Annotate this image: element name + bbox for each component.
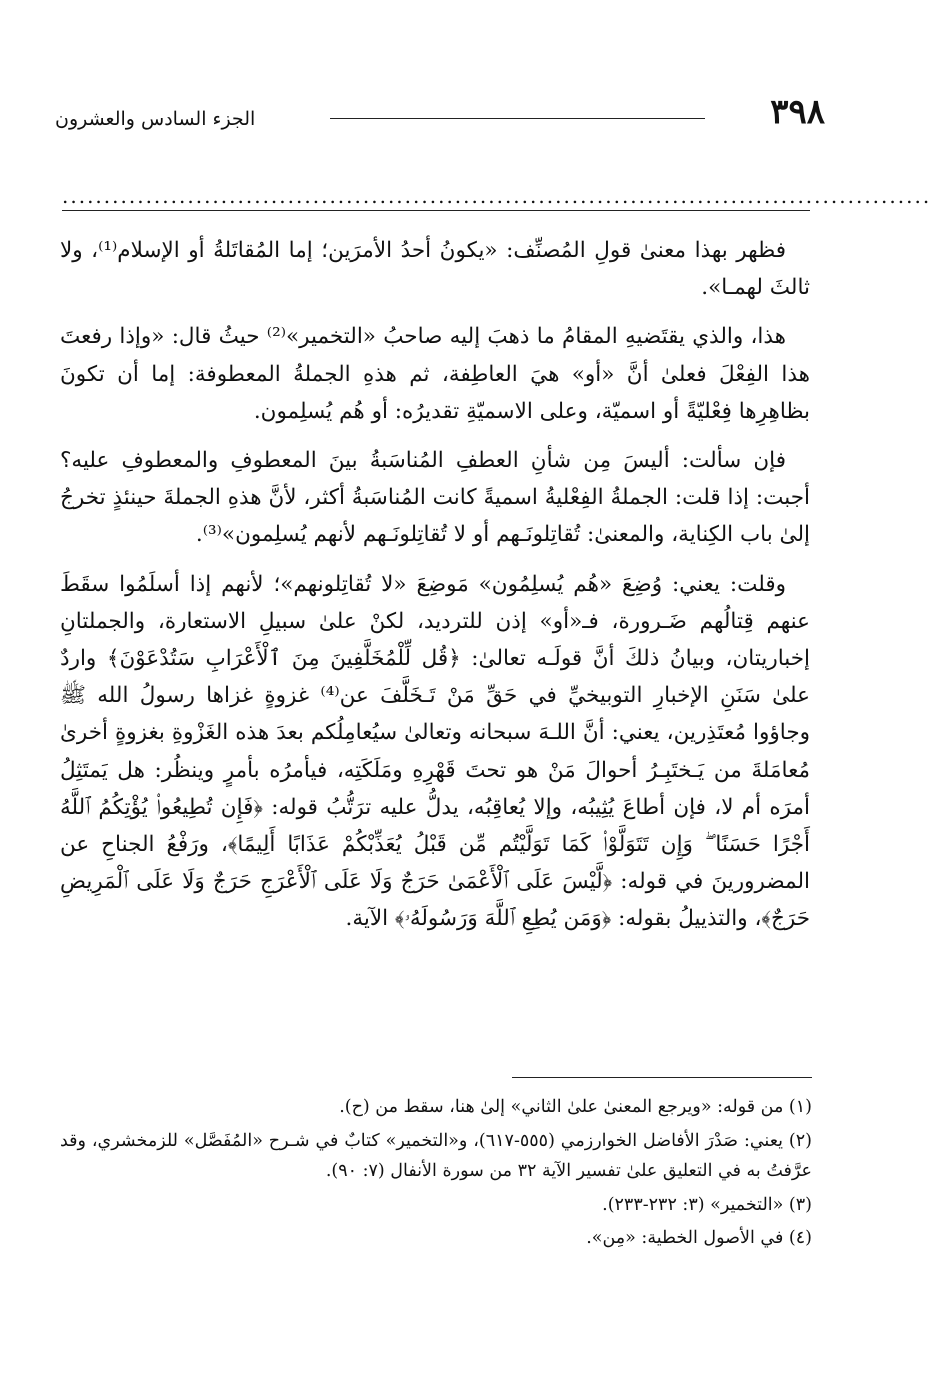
header-rule: [330, 118, 705, 119]
paragraph: وقلت: يعني: وُضِعَ «هُم يُسلِمُون» مَوضِعَ «لا تُقاتِلونهم»؛ لأنهم إذا أسلَمُوا سقَطَ عنهم قِتالُهم ضَـرورة، فـ«أو» إذن للترديد، لكنْ علىٰ سبيلِ الاستعارة، والجملتانِ إخباريتان، وبيانُ ذلكَ أنَّ قولَـه تعالىٰ: ﴿قُل لِّلْمُخَلَّفِينَ مِنَ ٱلْأَعْرَابِ سَتُدْعَوْنَ﴾ واردٌ علىٰ سَنَنِ الإخبارِ التوبيخيِّ في حَقِّ مَنْ تَـخَلَّفَ عن⁽⁴⁾ غزوةٍ غزاها رسولُ الله ﷺ وجاؤوا مُعتَذِرين، يعني: أنَّ اللـهَ سبحانه وتعالىٰ سيُعامِلُكم بعدَ هذه الغَزْوةِ بغزوةٍ أخرىٰ مُعامَلةَ من يَـختَبِـرُ أحوالَ مَنْ هو تحتَ قَهْرِهِ ومَلَكَتِه، فيأمرُه بأمرٍ وينظُر: هل يَمتَثِلُ أمرَه أم لا، فإن أطاعَ يُثِيبُه، وإلا يُعاقِبُه، يدلُّ عليه ترَتُّبُ قوله: ﴿فَإِن تُطِيعُوا۟ يُؤْتِكُمُ ٱللَّهُ أَجْرًا حَسَنًا ۖ وَإِن تَتَوَلَّوْا۟ كَمَا تَوَلَّيْتُم مِّن قَبْلُ يُعَذِّبْكُمْ عَذَابًا أَلِيمًا﴾، ورَفْعُ الجناحِ عن المضرورينَ في قوله: ﴿لَّيْسَ عَلَى ٱلْأَعْمَىٰ حَرَجٌ وَلَا عَلَى ٱلْأَعْرَجِ حَرَجٌ وَلَا عَلَى ٱلْمَرِيضِ حَرَجٌ﴾، والتذييلُ بقوله: ﴿وَمَن يُطِعِ ٱللَّهَ وَرَسُولَهُۥ﴾ الآية.: [60, 571, 810, 932]
paragraph: فإن سألت: أليسَ مِن شأنِ العطفِ المُناسَبةُ بينَ المعطوفِ والمعطوفِ عليه؟ أجبت: إذا قلت: الجملةُ الفِعْليةُ اسميةً كانت المُناسَبةُ أكثر، لأنَّ هذهِ الجملةَ حينئذٍ تخرجُ إلىٰ باب الكِناية، والمعنىٰ: تُقاتِلونَـهم أو لا تُقاتِلونَـهم لأنهم يُسلِمون»⁽³⁾.: [60, 448, 810, 548]
paragraph: فظهر بهذا معنىٰ قولِ المُصنِّف: «يكونُ أحدُ الأمرَين؛ إما المُقاتَلةُ أو الإسلام⁽¹⁾، ولا ثالثَ لهمـا».: [60, 238, 810, 301]
top-rule: [62, 210, 810, 211]
dotted-separator: ........................................................................................................: [62, 184, 931, 208]
paragraph: هذا، والذي يقتَضيهِ المقامُ ما ذهبَ إليه صاحبُ «التخمير»⁽²⁾ حيثُ قال: «وإذا رفعتَ هذا الفِعْلَ فعلىٰ أنَّ «أو» هيَ العاطِفة، ثم هذهِ الجملةُ المعطوفة: إما أن تكونَ بظاهِرِها فِعْليّةً أو اسميّة، وعلى الاسميّةِ تقديرُه: أو هُم يُسلِمون.: [60, 324, 810, 424]
footnote-rule: [512, 1077, 812, 1078]
page-number: ٣٩٨: [770, 92, 825, 132]
main-text: [60, 232, 810, 950]
footnote: (٢) يعني: صَدْرَ الأفاضل الخوارزمي (٥٥٥-٦١٧)، و«التخمير» كتابٌ في شـرح «المُفَصَّل» للزمخشري، وقد عرَّفتُ به في التعليق علىٰ تفسير الآية ٣٢ من سورة الأنفال (٧: ٩٠).: [60, 1130, 812, 1181]
footnote: (٣) «التخمير» (٣: ٢٣٢-٢٣٣).: [602, 1194, 812, 1215]
footnote: (٤) في الأصول الخطية: «مِن».: [586, 1228, 812, 1248]
page-header: [55, 92, 825, 142]
footnote: (١) من قوله: «ويرجع المعنىٰ علىٰ الثاني» إلىٰ هنا، سقط من (ح).: [339, 1097, 812, 1117]
running-title: الجزء السادس والعشرون: [55, 108, 256, 130]
footnotes: [60, 1092, 812, 1257]
